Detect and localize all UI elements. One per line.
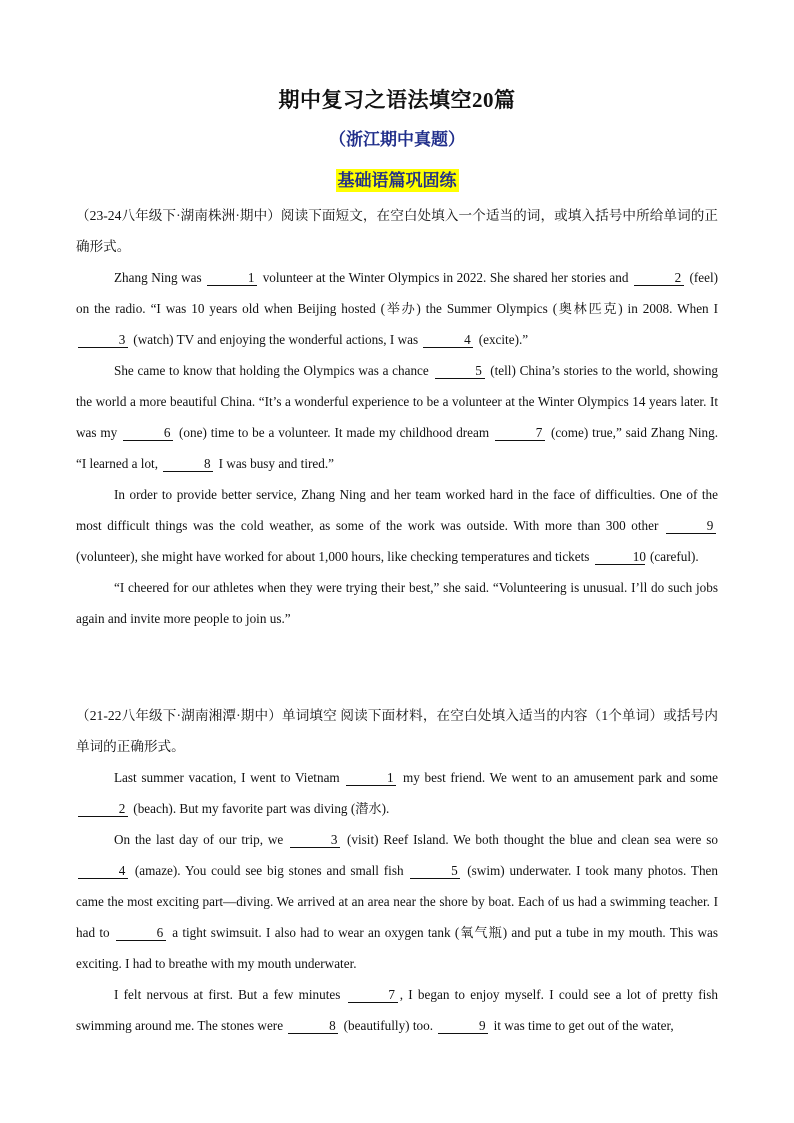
text: it was time to get out of the water, (493, 1018, 674, 1033)
blank-9[interactable]: 9 (666, 518, 716, 534)
blank-6[interactable]: 6 (123, 425, 173, 441)
passage-2-paragraph-2 (76, 824, 718, 979)
blank-1[interactable]: 1 (346, 770, 396, 786)
blank-6[interactable]: 6 (116, 925, 166, 941)
blank-5[interactable]: 5 (435, 363, 485, 379)
passage-2-paragraph-3 (76, 979, 718, 1041)
passage-1-paragraph-1 (76, 262, 718, 355)
text: (volunteer), she might have worked for about 1,000 hours, like checking temperatures and tickets (76, 549, 590, 564)
passage-1-paragraph-3 (76, 479, 718, 572)
blank-3[interactable]: 3 (78, 332, 128, 348)
text: (watch) TV and enjoying the wonderful actions, I was (133, 332, 419, 347)
blank-9[interactable]: 9 (438, 1018, 488, 1034)
text: I felt nervous at first. But a few minutes (114, 987, 341, 1002)
text: On the last day of our trip, we (114, 832, 284, 847)
text: Last summer vacation, I went to Vietnam (114, 770, 340, 785)
passage-1 (76, 200, 718, 634)
text: my best friend. We went to an amusement park and some (403, 770, 719, 785)
blank-8[interactable]: 8 (163, 456, 213, 472)
passage-1-paragraph-2 (76, 355, 718, 479)
passage-2 (76, 700, 718, 1041)
passage-2-paragraph-1 (76, 762, 718, 824)
text: Zhang Ning was (114, 270, 202, 285)
blank-3[interactable]: 3 (290, 832, 340, 848)
blank-1[interactable]: 1 (207, 270, 257, 286)
text: (tell) China’s stories to the world, showing the world a more beautiful China. “It’s a wonderful experience to be a volunteer at the Winter Olympics 14 years later. It was my (76, 363, 719, 440)
blank-4[interactable]: 4 (78, 863, 128, 879)
text: (come) true,” said Zhang Ning. “I learned a lot, (76, 425, 719, 471)
blank-2[interactable]: 2 (634, 270, 684, 286)
text: (beautifully) too. (343, 1018, 434, 1033)
section-heading-label: 基础语篇巩固练 (337, 171, 457, 190)
section-heading (0, 166, 794, 191)
blank-7[interactable]: 7 (348, 987, 398, 1003)
text: (visit) Reef Island. We both thought the blue and clean sea were so (347, 832, 718, 847)
blank-7[interactable]: 7 (495, 425, 545, 441)
text: In order to provide better service, Zhang Ning and her team worked hard in the face of difficulties. One of the most difficult things was the cold weather, as some of the work was outside. With more than 300 other (76, 487, 718, 533)
page-subtitle: （浙江期中真题） (329, 130, 465, 149)
text: I was busy and tired.” (218, 456, 334, 471)
text: (excite).” (478, 332, 529, 347)
text: (swim) underwater. I took many photos. Then came the most exciting part—diving. We arrived at an area near the shore by boat. Each of us had a swimming teacher. I had to (76, 863, 719, 940)
passage-2-intro: （21-22八年级下·湖南湘潭·期中）单词填空 阅读下面材料，在空白处填入适当的内容（1个单词）或括号内单词的正确形式。 (76, 708, 718, 754)
text: , I began to enjoy myself. I could see a lot of pretty fish swimming around me. The stones were (76, 987, 718, 1033)
text: volunteer at the Winter Olympics in 2022. She shared her stories and (262, 270, 629, 285)
text: (amaze). You could see big stones and small fish (134, 863, 404, 878)
text: She came to know that holding the Olympics was a chance (114, 363, 429, 378)
text: a tight swimsuit. I also had to wear an oxygen tank (氧气瓶) and put a tube in my mouth. This was exciting. I had to breathe with my mouth underwater. (76, 925, 719, 971)
blank-10[interactable]: 10 (595, 549, 645, 565)
blank-2[interactable]: 2 (78, 801, 128, 817)
text: (one) time to be a volunteer. It made my childhood dream (179, 425, 490, 440)
passage-1-intro: （23-24八年级下·湖南株洲·期中）阅读下面短文，在空白处填入一个适当的词，或填入括号中所给单词的正确形式。 (76, 208, 718, 254)
blank-5[interactable]: 5 (410, 863, 460, 879)
blank-8[interactable]: 8 (288, 1018, 338, 1034)
passage-1-paragraph-4: “I cheered for our athletes when they were trying their best,” she said. “Volunteering is unusual. I’ll do such jobs again and invite more people to join us.” (76, 580, 718, 626)
blank-4[interactable]: 4 (423, 332, 473, 348)
text: (beach). But my favorite part was diving (潜水). (133, 801, 390, 816)
text: (careful). (650, 549, 699, 564)
text: (feel) on the radio. “I was 10 years old when Beijing hosted (举办) the Summer Olympics (奥林匹克) in 2008. When I (76, 270, 719, 316)
page-title: 期中复习之语法填空20篇 (278, 88, 516, 112)
